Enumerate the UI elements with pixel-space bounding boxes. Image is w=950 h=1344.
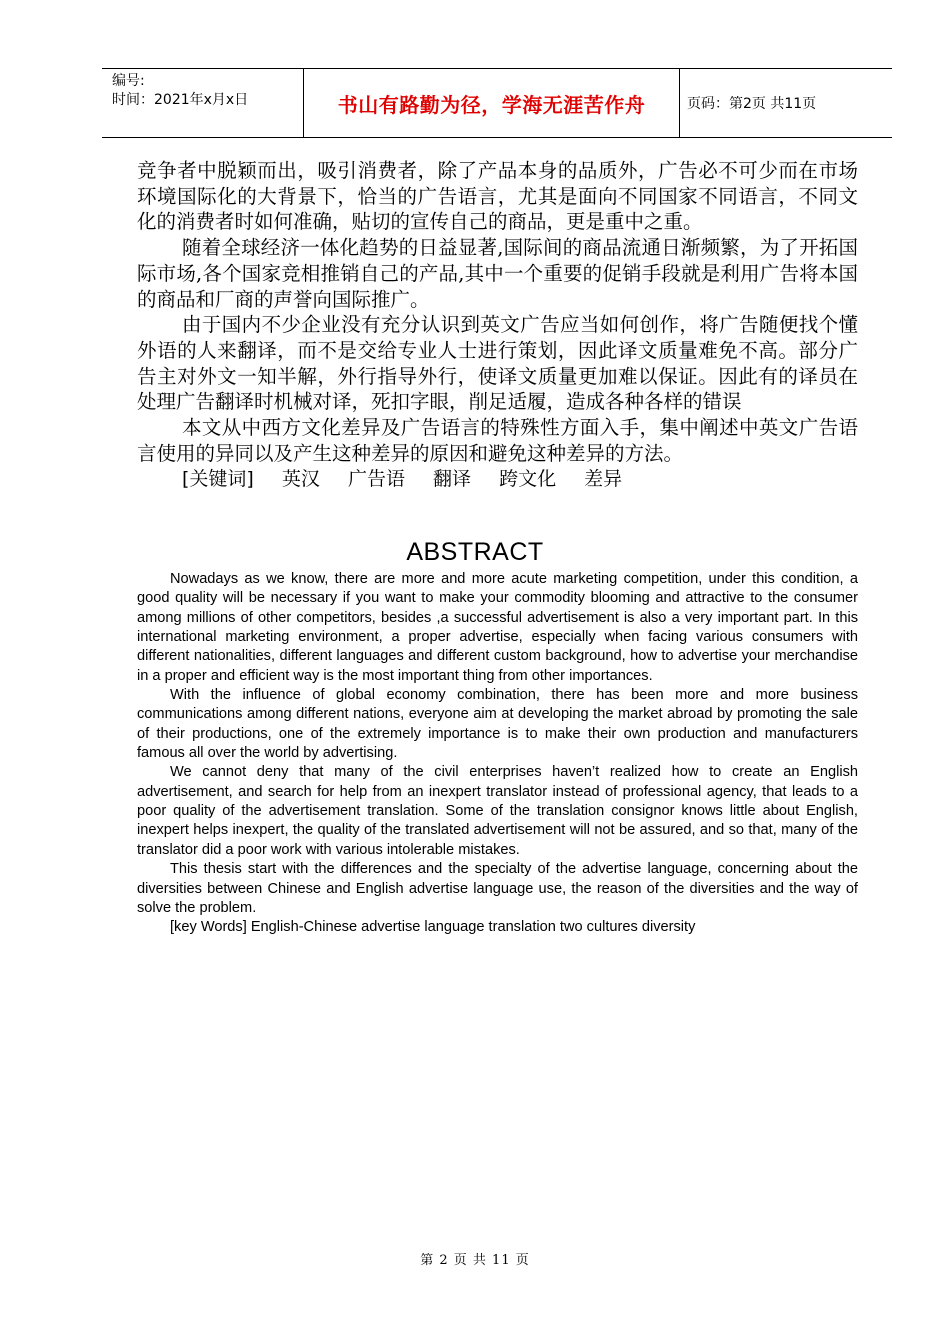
chinese-keywords — [137, 467, 858, 493]
english-paragraph: Nowadays as we know, there are more and more acute marketing competition, under this condition, a good quality will be necessary if you want to make your commodity blooming and attractive to the consumer among millions of other competitors, besides ,a successful advertisement is also a very important part. In this international marketing environment, a proper advertise, especially when facing various consumers with different nationalities, different languages and different custom background, how to advertise your merchandise in a proper and efficient way is the most important thing from other importances. — [137, 571, 858, 684]
keyword: 跨文化 — [499, 468, 557, 491]
header-page-info: 页码：第2页 共11页 — [687, 96, 817, 112]
chinese-paragraph: 本文从中西方文化差异及广告语言的特殊性方面入手，集中阐述中英文广告语言使用的异同以及产生这种差异的原因和避免这种差异的方法。 — [137, 416, 858, 465]
english-abstract — [137, 570, 858, 938]
chinese-paragraph: 随着全球经济一体化趋势的日益显著,国际间的商品流通日渐频繁，为了开拓国际市场,各个国家竞相推销自己的产品,其中一个重要的促销手段就是利用广告将本国的商品和厂商的声誉向国际推广。 — [137, 236, 858, 311]
header-motto-cell — [303, 69, 680, 137]
abstract-title: ABSTRACT — [406, 538, 544, 566]
chinese-paragraph: 由于国内不少企业没有充分认识到英文广告应当如何创作，将广告随便找个懂外语的人来翻译，而不是交给专业人士进行策划，因此译文质量难免不高。部分广告主对外文一知半解，外行指导外行，使译文质量更加难以保证。因此有的译员在处理广告翻译时机械对译，死扣字眼，削足适履，造成各种各样的错误 — [137, 313, 858, 414]
english-paragraph: This thesis start with the differences and the specialty of the advertise language, concerning about the diversities between Chinese and English advertise language use, the reason of the diversities and the way of solve the problem. — [137, 861, 858, 916]
chinese-abstract — [137, 158, 858, 493]
header-motto: 书山有路勤为径，学海无涯苦作舟 — [337, 92, 646, 117]
document-number-label: 编号: — [112, 73, 145, 89]
document-date: 时间：2021年x月x日 — [112, 92, 249, 108]
keywords-label: [关键词] — [182, 468, 254, 491]
keyword: 翻译 — [433, 468, 472, 491]
chinese-paragraph: 竞争者中脱颖而出，吸引消费者，除了产品本身的品质外，广告必不可少而在市场环境国际化的大背景下，恰当的广告语言，尤其是面向不同国家不同语言，不同文化的消费者时如何准确，贴切的宣传自己的商品，更是重中之重。 — [137, 159, 858, 234]
header-meta — [102, 69, 302, 140]
page-footer: 第 2 页 共 11 页 — [420, 1253, 530, 1268]
keyword: 差异 — [584, 468, 623, 491]
english-keywords: [key Words] English-Chinese advertise language translation two cultures diversity — [170, 919, 696, 936]
english-paragraph: We cannot deny that many of the civil enterprises haven’t realized how to create an English advertisement, and search for help from an inexpert translator instead of professional agency, that leads to a poor quality of the advertisement translation. Some of the translation consignor knows little about English, inexpert helps inexpert, the quality of the translated advertisement will not be assured, and so that, many of the translator did a poor work with various intolerable mistakes. — [137, 764, 858, 858]
header-page-info-cell — [679, 69, 892, 137]
keyword: 英汉 — [281, 468, 320, 491]
page-header — [102, 68, 892, 138]
english-paragraph: With the influence of global economy combination, there has been more and more business communications among different nations, everyone aim at developing the market abroad by promoting the sale of their productions, one of the extremely importance is to make their own production and manufacturers famous all over the world by advertising. — [137, 687, 858, 762]
keyword: 广告语 — [347, 468, 405, 491]
